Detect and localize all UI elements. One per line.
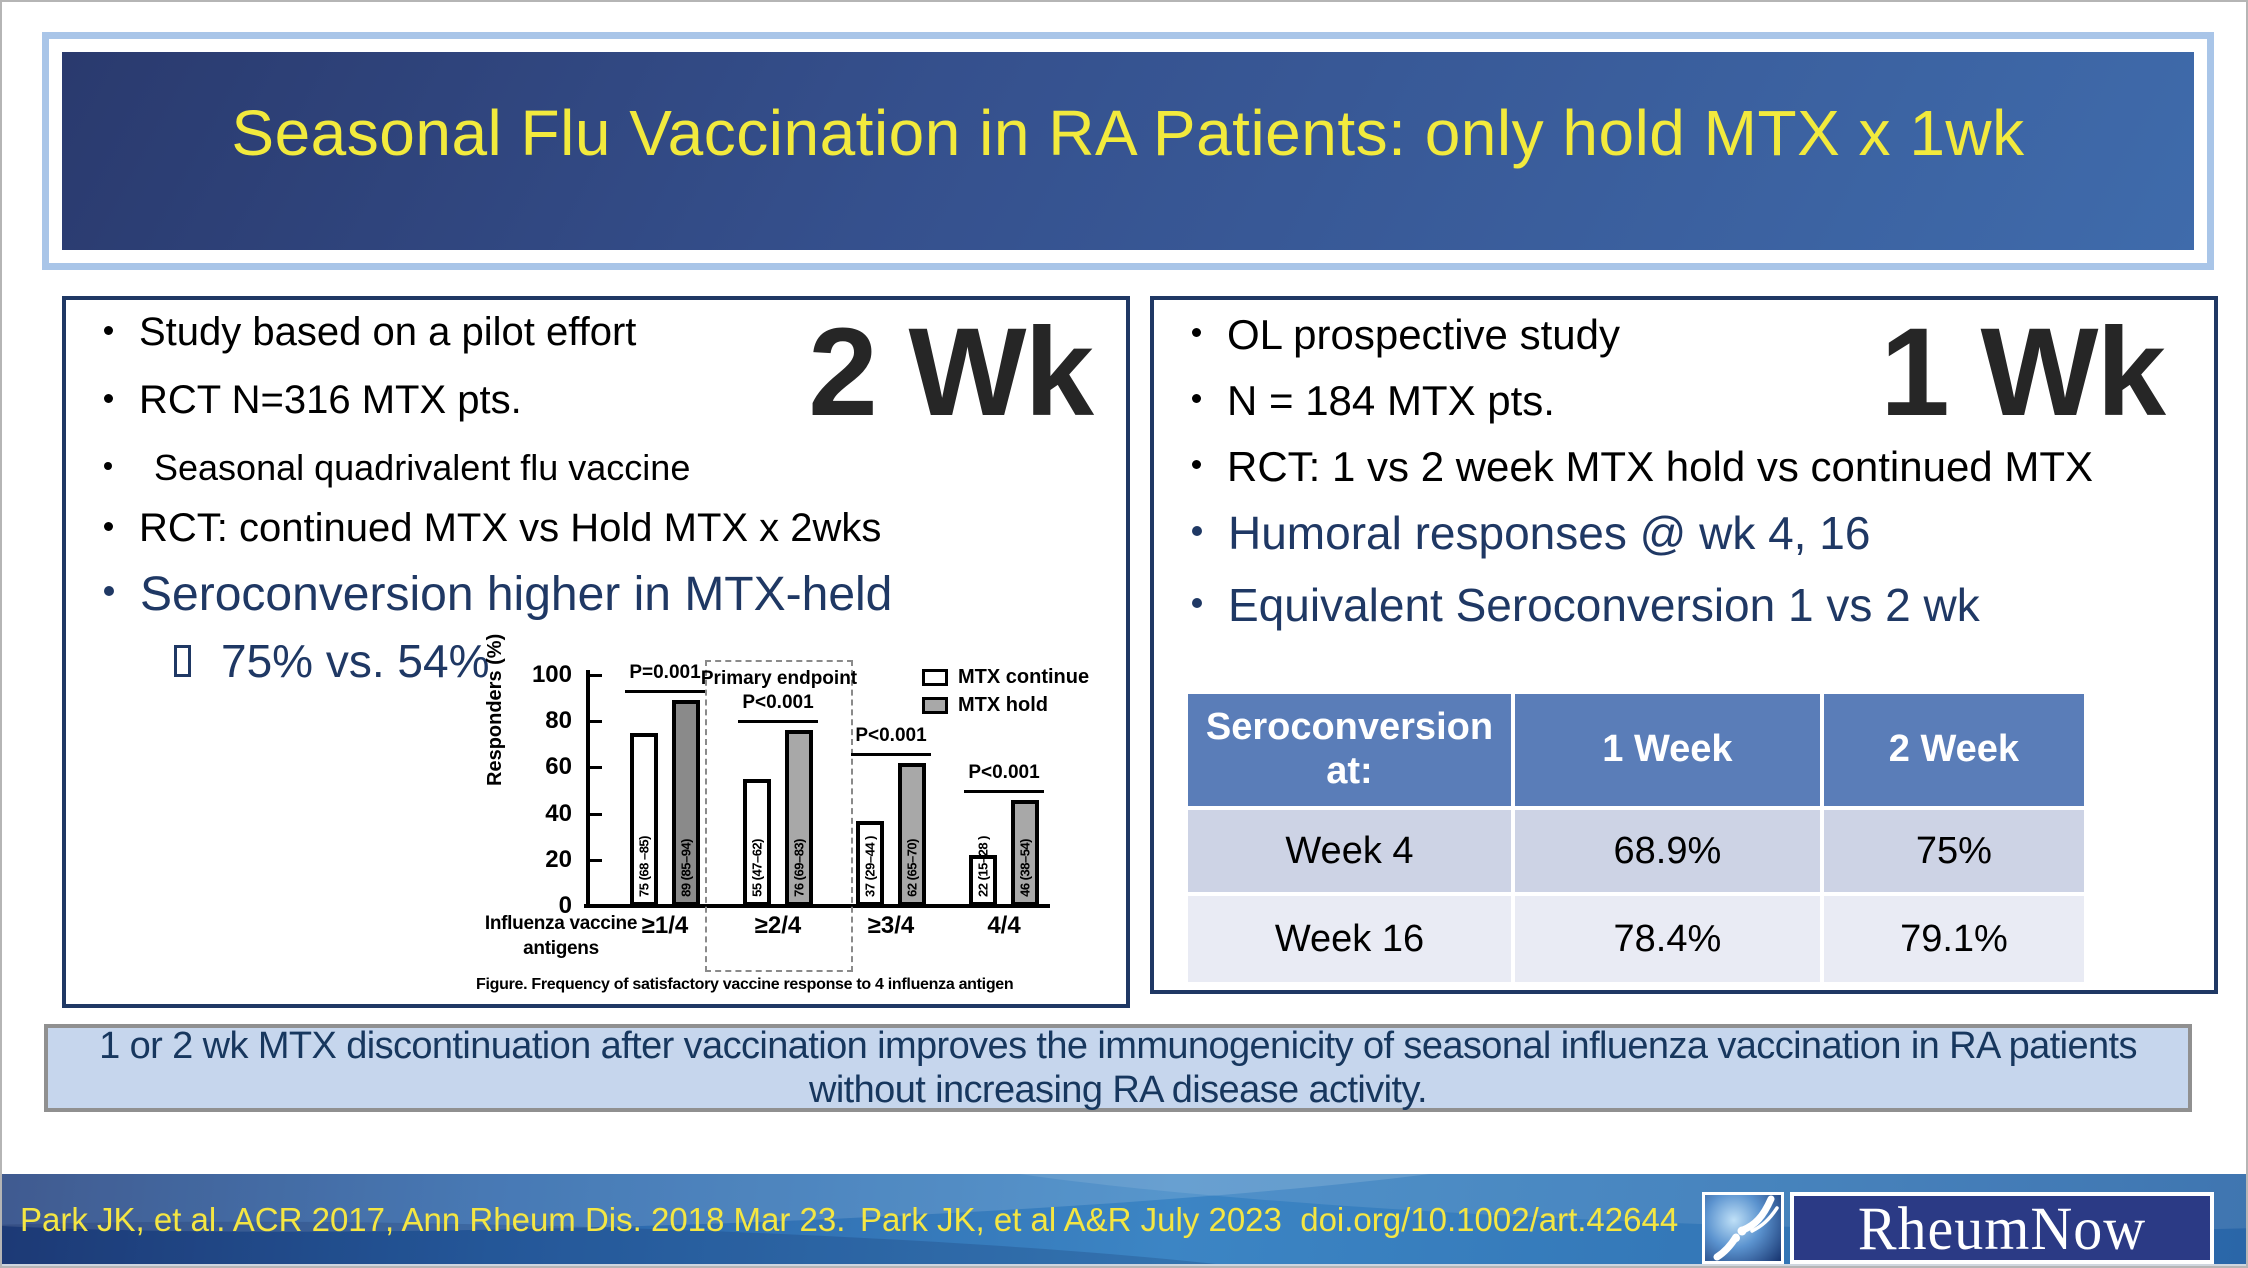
x-category-label: ≥1/4: [641, 912, 689, 939]
x-category-label: ≥3/4: [867, 912, 915, 939]
bullet-dot-icon: [104, 394, 113, 403]
bar-value-label: 22 (15–28 ): [975, 835, 991, 897]
two-week-badge: 2 Wk: [808, 303, 1092, 442]
legend-swatch-hold: [922, 697, 948, 714]
bar-≥1/4-MTX hold: [672, 700, 700, 906]
bar-4/4-MTX hold: [1011, 800, 1039, 906]
legend-label: MTX hold: [958, 694, 1048, 716]
list-item: [1178, 506, 1870, 561]
p-value-line: [625, 690, 705, 693]
bullet-dot-icon: [1192, 526, 1202, 536]
joint-icon: [1702, 1192, 1784, 1264]
bar-value-label: 76 (69–83): [791, 839, 807, 897]
list-item: [1178, 310, 1620, 360]
y-tick-mark: [590, 766, 602, 769]
summary-box: [44, 1024, 2192, 1112]
bar-value-label: 46 (38–54): [1017, 839, 1033, 897]
bullet-text: RCT: continued MTX vs Hold MTX x 2wks: [139, 506, 882, 550]
legend-item: [922, 694, 1089, 717]
p-value-label: P<0.001: [855, 724, 927, 746]
table-header-cell: 2 Week: [1824, 694, 2084, 806]
title-frame: [42, 32, 2214, 270]
list-item: [90, 376, 522, 424]
p-value-label: P<0.001: [742, 692, 814, 714]
legend-swatch-continue: [922, 669, 948, 686]
list-item: [90, 308, 636, 356]
p-value-label: P=0.001: [629, 662, 701, 684]
bullet-text: Seasonal quadrivalent flu vaccine: [154, 447, 691, 488]
table-cell: Week 4: [1188, 810, 1511, 892]
bullet-text: Equivalent Seroconversion 1 vs 2 wk: [1228, 579, 1980, 631]
y-tick-label: 0: [558, 892, 572, 919]
bullet-dot-icon: [104, 326, 113, 335]
bar-≥3/4-MTX continue: [856, 821, 884, 906]
bullet-text: Seroconversion higher in MTX-held: [140, 568, 893, 621]
bullet-text: RCT: 1 vs 2 week MTX hold vs continued MTX: [1227, 443, 2093, 490]
citation-1: Park JK, et al. ACR 2017, Ann Rheum Dis. 2018 Mar 23.: [20, 1201, 846, 1238]
x-category-label: ≥2/4: [754, 912, 802, 939]
bar-value-label: 75 (68 –85): [636, 836, 652, 897]
p-value-line: [738, 720, 818, 723]
list-item: [90, 446, 690, 489]
table-header-cell: 1 Week: [1515, 694, 1820, 806]
bar-4/4-MTX continue: [969, 835, 997, 906]
bullet-dot-icon: [1192, 328, 1201, 337]
bar-≥3/4-MTX hold: [898, 763, 926, 906]
summary-text: 1 or 2 wk MTX discontinuation after vaccination improves the immunogenicity of seasonal influenza vaccination in RA patients without increasing RA disease activity.: [99, 1024, 2137, 1111]
list-item: [90, 566, 892, 624]
rheumnow-wordmark: RheumNow: [1790, 1192, 2214, 1264]
y-tick-mark: [590, 720, 602, 723]
bullet-dot-icon: [104, 462, 112, 470]
bar-≥2/4-MTX hold: [785, 730, 813, 906]
sub-bullet: [174, 634, 489, 688]
table-cell: 79.1%: [1824, 896, 2084, 982]
bullet-dot-icon: [104, 586, 114, 596]
bar-value-label: 55 (47–62): [749, 839, 765, 897]
y-tick-label: 100: [531, 661, 572, 688]
missing-glyph-box-icon: [174, 645, 191, 677]
table-cell: 78.4%: [1515, 896, 1820, 982]
list-item: [1178, 442, 2093, 492]
list-item: [90, 504, 881, 552]
bullet-dot-icon: [1192, 394, 1201, 403]
p-value-line: [851, 753, 931, 756]
y-tick-label: 80: [545, 707, 572, 735]
legend-item: [922, 666, 1089, 689]
bar-value-label: 62 (65–70): [904, 839, 920, 897]
bar-≥1/4-MTX continue: [630, 733, 658, 906]
bullet-dot-icon: [104, 522, 113, 531]
table-header-cell: Seroconversion at:: [1188, 694, 1511, 806]
bullet-text: OL prospective study: [1227, 311, 1620, 358]
y-tick-mark: [590, 859, 602, 862]
list-item: [1178, 578, 1980, 633]
bullet-text: N = 184 MTX pts.: [1227, 377, 1555, 424]
slide-title: Seasonal Flu Vaccination in RA Patients: only hold MTX x 1wk: [231, 97, 2025, 169]
x-axis-title: Influenza vaccine antigens: [484, 913, 638, 959]
p-value-label: P<0.001: [968, 761, 1040, 783]
one-week-badge: 1 Wk: [1880, 303, 2164, 442]
right-study-panel: [1150, 296, 2218, 994]
y-tick-mark: [590, 813, 602, 816]
bullet-text: Humoral responses @ wk 4, 16: [1228, 507, 1871, 559]
y-tick-label: 60: [545, 753, 572, 781]
left-study-panel: [62, 296, 1130, 1008]
bottom-strip: [2, 1264, 2248, 1268]
x-category-label: 4/4: [987, 912, 1021, 939]
bar-≥2/4-MTX continue: [743, 779, 771, 906]
primary-endpoint-label: Primary endpoint: [700, 668, 858, 689]
legend-label: MTX continue: [958, 666, 1090, 688]
y-axis: [586, 670, 590, 908]
bullet-dot-icon: [1192, 598, 1202, 608]
table-cell: Week 16: [1188, 896, 1511, 982]
y-tick-label: 20: [545, 845, 572, 873]
bullet-text: RCT N=316 MTX pts.: [139, 378, 522, 422]
rheumnow-logo: [1702, 1192, 2214, 1264]
title-banner: [62, 52, 2194, 250]
table-cell: 75%: [1824, 810, 2084, 892]
citation-2: Park JK, et al A&R July 2023 doi.org/10.1002/art.42644: [860, 1201, 1679, 1238]
y-tick-label: 40: [545, 799, 572, 827]
bar-value-label: 37 (29–44 ): [862, 835, 878, 897]
figure-caption: Figure. Frequency of satisfactory vaccine response to 4 influenza antigen: [476, 976, 1014, 993]
table-cell: 68.9%: [1515, 810, 1820, 892]
y-axis-title: Responders (%): [484, 633, 506, 786]
list-item: [1178, 376, 1555, 426]
sub-bullet-text: 75% vs. 54%: [221, 635, 490, 687]
bar-value-label: 89 (85–94): [678, 839, 694, 897]
bar-chart: [476, 633, 1116, 1002]
chart-legend: [922, 666, 1089, 722]
bullet-text: Study based on a pilot effort: [139, 310, 637, 354]
bullet-dot-icon: [1192, 460, 1201, 469]
p-value-line: [964, 790, 1044, 793]
seroconversion-table: [1188, 694, 2084, 982]
